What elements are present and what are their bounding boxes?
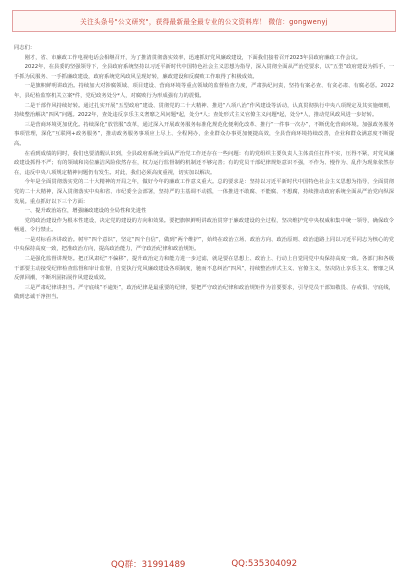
paragraph: 一是旗帜鲜明讲政治。持续加大对涉腐领域、项目建设、营商环境等重点领域的监督检查力度，严肃执纪问责，坚持有案必查、有贪必肃、有腐必惩。2022年，县纪检监察机关立案*件，党纪政务处分*人，对腐败行为形成强有力的震慑。 bbox=[14, 83, 394, 99]
paragraph: 今年是全面贯彻落实党的二十大精神的开局之年，做好今年的廉政工作意义重大。总的要求是：坚持以习近平新时代中国特色社会主义思想为指导，全面贯彻党的二十大精神，深入贯彻落实中央和省、市纪委全会部署，坚持严的主基调不动摇，一体推进不敢腐、不能腐、不想腐，持续推动政府系统全面从严治党向纵深发展。重点抓好以下三个方面： bbox=[14, 179, 394, 205]
paragraph: 三是营商环境更加优化。持续深化“放管服”改革，通过深入开展政务服务标准化规范化便利化改革、推行“一件事一次办”，不断优化营商环境。加强政务服务事项管理，深化“互联网+政务服务”，推动政务服务事项应上尽上、全程网办，企业群众办事更加便捷高效，全县营商环境持续改善，企业和群众满意度不断提高。 bbox=[14, 121, 394, 147]
paragraph: 二是干部作风持续好转。通过扎实开展“五型政府”建设、贯彻党的二十大精神、推进“八项八治”作风建设等活动，认真贯彻执行中央八项规定及其实施细则，持续整治解决“四风”问题。2022年，查处违反享乐主义奢靡之风问题*起，处分*人；查处形式主义官僚主义问题*起，处分*人，推动党风政风进一步好转。 bbox=[14, 102, 394, 119]
paragraph: 党的政治建设作为根本性建设，决定党的建设的方向和效果。要把旗帜鲜明讲政治贯穿于廉政建设的全过程，坚决维护党中央权威和集中统一领导，确保政令畅通、令行禁止。 bbox=[14, 217, 394, 234]
promo-banner[interactable] bbox=[12, 10, 396, 32]
salutation: 同志们： bbox=[14, 45, 36, 51]
paragraph: 二是强化监督讲规矩。把正风肃纪“不偏移”，提升政治定力和能力进一步过滤，就是要在思想上、政治上、行动上自觉同党中央保持高度一致。各部门和各级干部要主动接受纪律检查监督和审计监督，自觉执行党风廉政建设各项制度，驰而不息纠治“四风”，持续整治形式主义、官僚主义，坚决防止享乐主义、奢靡之风反弹回潮，不断巩固拓展作风建设成效。 bbox=[14, 256, 394, 282]
paragraph: 2022年，在县委的坚强领导下，全县政府系统坚持以习近平新时代中国特色社会主义思想为指导，深入贯彻全面从严治党要求，以“五型”政府建设为抓手，一手抓为民服务、一手抓廉政建设，政府系统党风政风呈现好转，廉政建设和反腐败工作取得了积极成效。 bbox=[14, 64, 394, 80]
paragraph: 一是对标看齐讲政治。树牢“四个意识”，坚定“四个自信”，做到“两个维护”，始终在政治立场、政治方向、政治原则、政治道路上同以习近平同志为核心的党中央保持高度一致，把准政治方向，提高政治能力，严守政治纪律和政治规矩。 bbox=[14, 236, 394, 253]
paragraph: 刚才，省、市廉政工作电视电话会相继召开，为了推清贯彻落实效率，迅速抓好党风廉政建设，下面我们接着召开2023年县政府廉政工作会议。 bbox=[24, 54, 362, 61]
contact-footer bbox=[0, 554, 408, 574]
paragraph: 在看到成绩的同时，我们也要清醒认识到，全县政府系统全面从严治党工作还存在一些问题：有的党组织主要负责人主体责任扛得不实，压得不紧，对党风廉政建设抓得不严；有的领域和岗位廉洁风险依然存在，权力运行监督制约机制还不够完善；有的党员干部纪律规矩意识不强，不作为、慢作为、乱作为现象依然存在，违反中央八项规定精神问题仍有发生。对此，我们必须高度重视，切实加以解决。 bbox=[14, 150, 394, 176]
qq-group-text: QQ群：31991489 bbox=[110, 560, 186, 570]
qq-contact-text: QQ:535304092 bbox=[231, 559, 298, 569]
document-body bbox=[14, 44, 394, 544]
promo-banner-text: 关注头条号"公文研究"，获得最新最全最专业的公文资料库！ 微信：gongwenyj bbox=[80, 18, 328, 26]
paragraph: 三是严肃纪律讲担当。严守底线“不逾矩”，政治纪律是最重要的纪律，要把严守政治纪律和政治规矩作为首要要求，引导党员干部知敬畏、存戒惧、守底线，做到忠诚干净担当。 bbox=[14, 284, 394, 301]
section-heading: 一、提升政治站位，增强廉政建设的全局性和先进性 bbox=[24, 208, 147, 215]
